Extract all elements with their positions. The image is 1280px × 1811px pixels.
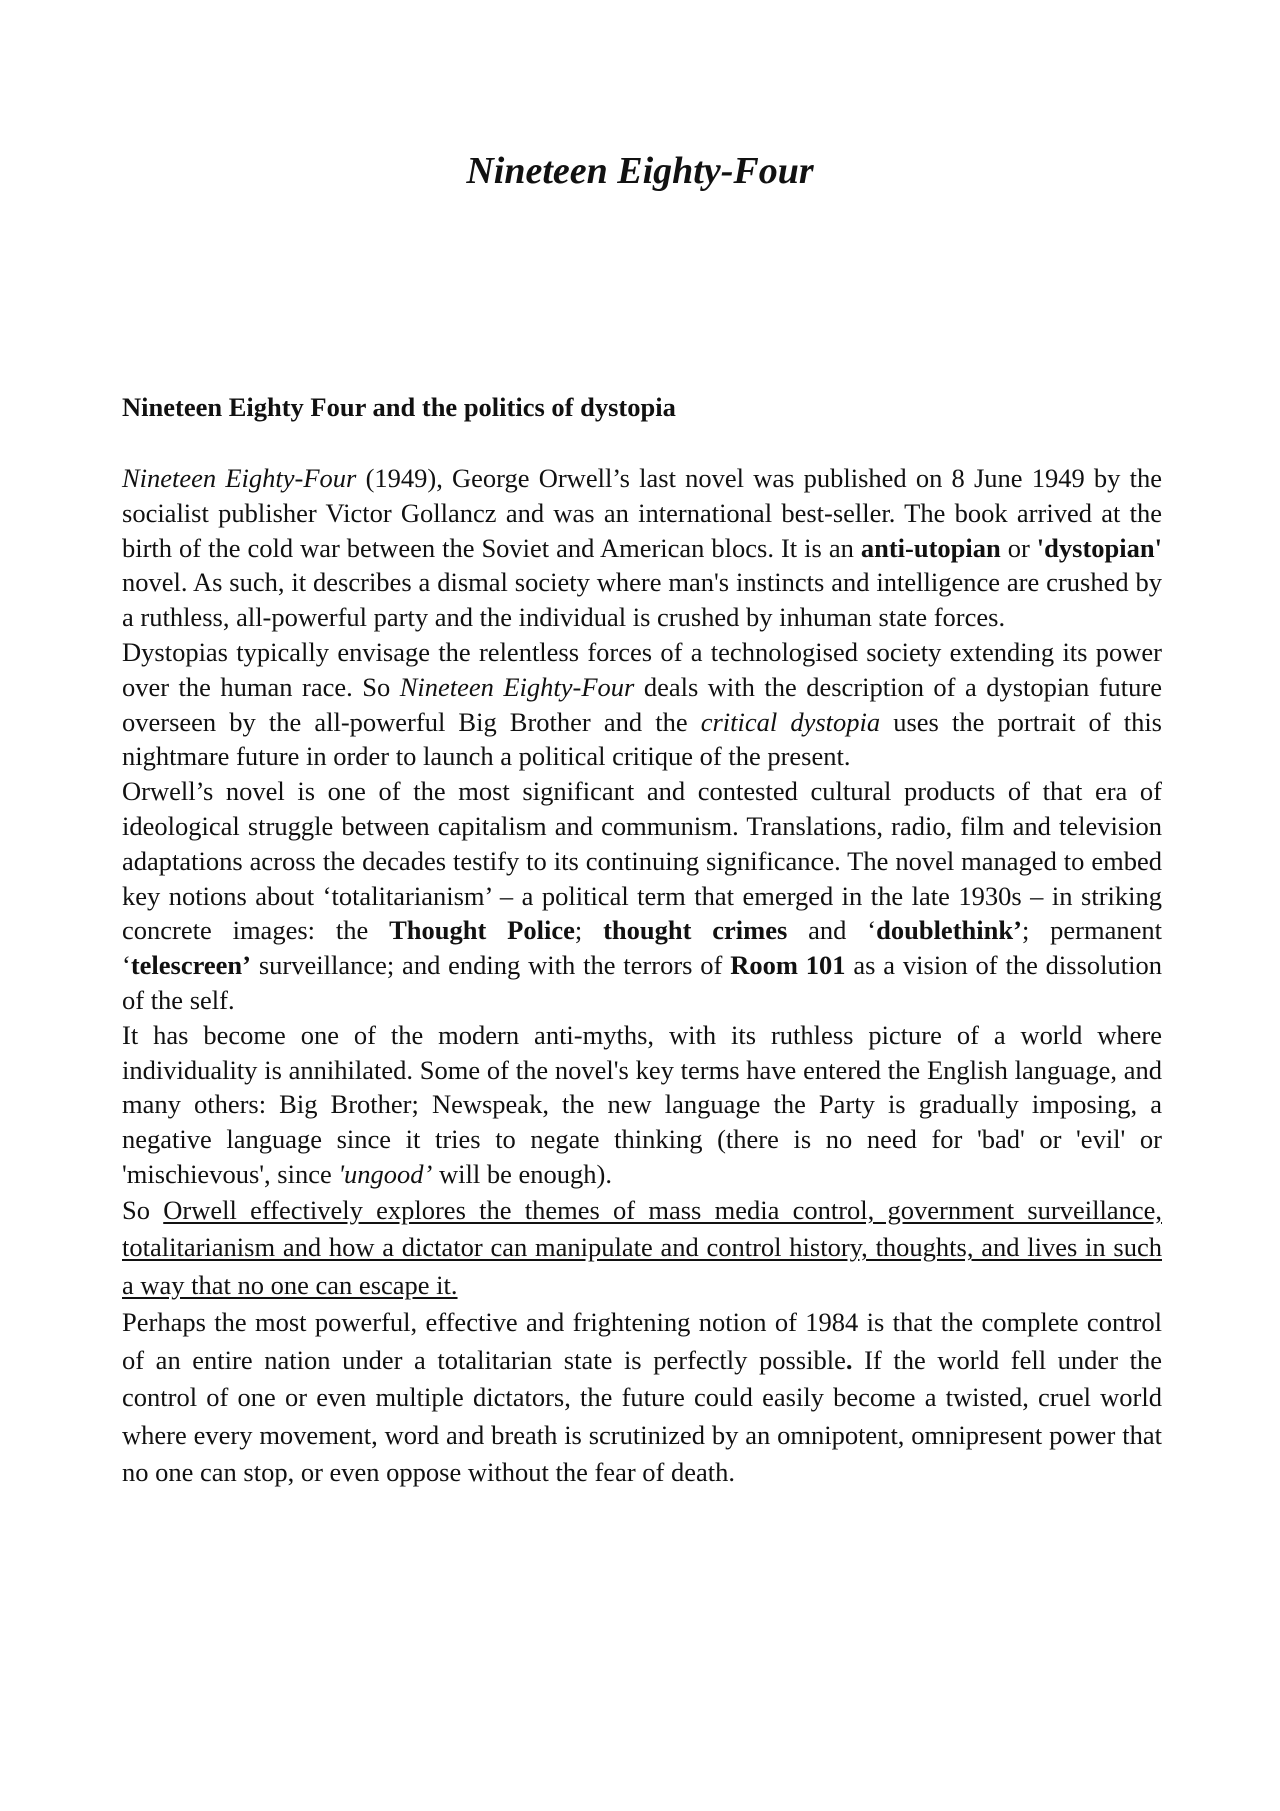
document-body <box>122 388 1162 1492</box>
paragraph-significance <box>122 774 1162 1018</box>
paragraph-conclusion <box>122 1304 1162 1492</box>
paragraph-text: deals with the description of a dystopian future overseen by the all-powerful Big Brother and the <box>122 671 1162 737</box>
paragraph-text: as a vision of the dissolution of the self. <box>122 950 1163 1015</box>
paragraph-text: (1949), George Orwell’s last novel was published on 8 June 1949 by the socialist publisher Victor Gollancz and was an international best-seller. The book arrived at the birth of the cold war between the Soviet and American blocs. It is an <box>122 463 1162 563</box>
italic-term: critical dystopia <box>700 706 881 737</box>
paragraph-publication <box>122 461 1162 635</box>
document-title: Nineteen Eighty-Four <box>466 150 814 192</box>
paragraph-dystopias <box>122 635 1162 774</box>
underlined-statement: Orwell effectively explores the themes of mass media control, government surveillance, totalitarianism and how a dictator can manipulate and control history, thoughts, and lives in such a way that no one can escape it. <box>122 1194 1162 1300</box>
paragraph-text: If the world fell under the control of one or even multiple dictators, the future could easily become a twisted, cruel world where every movement, word and breath is scrutinized by an omnipotent, omnipresent power that no one can stop, or even oppose without the fear of death. <box>122 1344 1162 1488</box>
paragraph-text: uses the portrait of this nightmare future in order to launch a political critique of the present. <box>122 706 1162 772</box>
paragraph-text: It has become one of the modern anti-myths, with its ruthless picture of a world where individuality is annihilated. Some of the novel's key terms have entered the English language, and many others: Big Brother; Newspeak, the new language the Party is gradually imposing, a negative language since it tries to negate thinking (there is no need for 'bad' or 'evil' or 'mischievous', since <box>122 1019 1162 1189</box>
paragraph-text: and ‘ <box>787 915 877 946</box>
paragraph-text: or <box>1000 532 1037 563</box>
paragraph-text: Perhaps the most powerful, effective and frightening notion of 1984 is that the complete control of an entire nation under a totalitarian state is perfectly possible <box>122 1307 1162 1375</box>
section-heading: Nineteen Eighty Four and the politics of dystopia <box>122 392 676 422</box>
paragraph-text: Orwell’s novel is one of the most significant and contested cultural products of that era of ideological struggle between capitalism and communism. Translations, radio, film and television adaptations across the decades testify to its continuing significance. The novel managed to embed key notions about ‘totalitarianism’ – a political term that emerged in the late 1930s – in striking concrete images: the <box>122 776 1162 946</box>
paragraph-text: ; <box>574 915 604 946</box>
bold-period: . <box>845 1344 853 1375</box>
paragraph-anti-myths <box>122 1018 1162 1192</box>
bold-term: 'dystopian' <box>1036 532 1162 563</box>
paragraph-text: So <box>122 1194 164 1225</box>
paragraph-text: will be enough). <box>432 1158 612 1189</box>
bold-term: thought crimes <box>603 915 788 946</box>
book-title-italic: Nineteen Eighty-Four <box>122 463 357 493</box>
bold-term: doublethink’ <box>876 915 1022 946</box>
paragraph-themes <box>122 1192 1162 1305</box>
paragraph-text: Dystopias typically envisage the relentless forces of a technologised society extending its power over the human race. So <box>122 636 1162 702</box>
bold-term: telescreen’ <box>130 950 251 981</box>
bold-term: anti-utopian <box>860 532 1001 563</box>
book-title-italic: Nineteen Eighty-Four <box>399 671 635 702</box>
paragraph-text: surveillance; and ending with the terrors of <box>250 950 731 981</box>
italic-term: 'ungood’ <box>338 1158 433 1189</box>
paragraph-text: ; permanent ‘ <box>122 915 1162 981</box>
bold-term: Room 101 <box>730 950 846 981</box>
bold-term: Thought Police <box>389 915 575 946</box>
paragraph-text: novel. As such, it describes a dismal society where man's instincts and intelligence are crushed by a ruthless, all-powerful party and the individual is crushed by inhuman state forces. <box>122 567 1162 633</box>
